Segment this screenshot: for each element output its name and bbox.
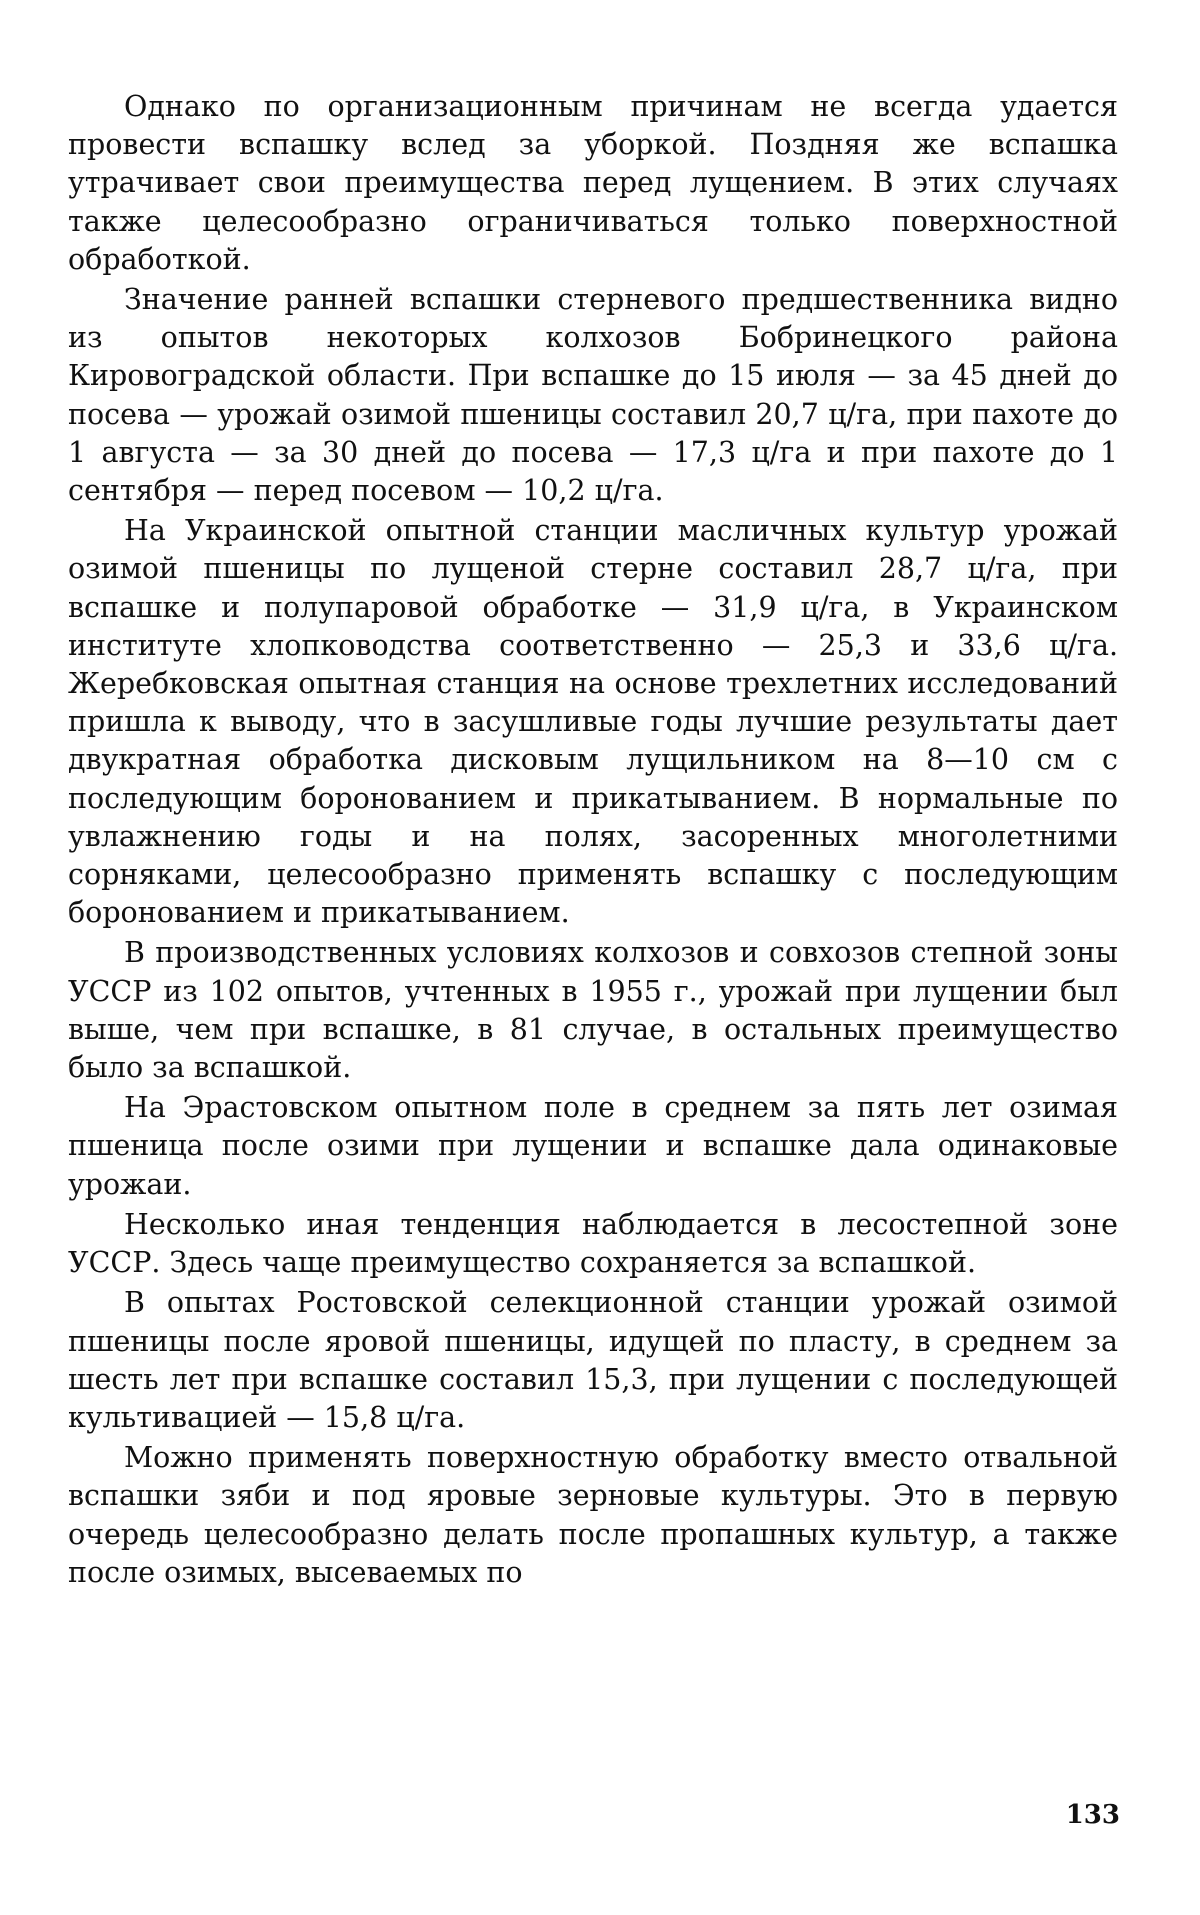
paragraph: Можно применять поверхностную обработку вместо отвальной вспашки зяби и под яровые зерновые культуры. Это в первую очередь целесообразно делать после пропашных культур, а также после озимых, высеваемых по (68, 1441, 1118, 1589)
paragraph: На Украинской опытной станции масличных культур урожай озимой пшеницы по лущеной стерне составил 28,7 ц/га, при вспашке и полупаровой обработке — 31,9 ц/га, в Украинском институте хлопководства соответственно — 25,3 и 33,6 ц/га. Жеребковская опытная станция на основе трехлетних исследований пришла к выводу, что в засушливые годы лучшие результаты дает двукратная обработка дисковым лущильником на 8—10 см с последующим боронованием и прикатыванием. В нормальные по увлажнению годы и на полях, засоренных многолетними сорняками, целесообразно применять вспашку с последующим боронованием и прикатыванием. (68, 514, 1118, 930)
body-text (68, 88, 1118, 1594)
paragraph: Значение ранней вспашки стерневого предшественника видно из опытов некоторых колхозов Бобринецкого района Кировоградской области. При вспашке до 15 июля — за 45 дней до посева — урожай озимой пшеницы составил 20,7 ц/га, при пахоте до 1 августа — за 30 дней до посева — 17,3 ц/га и при пахоте до 1 сентября — перед посевом — 10,2 ц/га. (68, 283, 1118, 508)
paragraph: В производственных условиях колхозов и совхозов степной зоны УССР из 102 опытов, учтенных в 1955 г., урожай при лущении был выше, чем при вспашке, в 81 случае, в остальных преимущество было за вспашкой. (68, 936, 1118, 1085)
paragraph: В опытах Ростовской селекционной станции урожай озимой пшеницы после яровой пшеницы, идущей по пласту, в среднем за шесть лет при вспашке составил 15,3, при лущении с последующей культивацией — 15,8 ц/га. (68, 1286, 1118, 1434)
paragraph: Однако по организационным причинам не всегда удается провести вспашку вслед за уборкой. Поздняя же вспашка утрачивает свои преимущества перед лущением. В этих случаях также целесообразно ограничиваться только поверхностной обработкой. (68, 90, 1118, 276)
paragraph: Несколько иная тенденция наблюдается в лесостепной зоне УССР. Здесь чаще преимущество сохраняется за вспашкой. (68, 1207, 1118, 1280)
page-number: 133 (1065, 1800, 1120, 1830)
paragraph: На Эрастовском опытном поле в среднем за пять лет озимая пшеница после озими при лущении и вспашке дала одинаковые урожаи. (68, 1091, 1118, 1201)
